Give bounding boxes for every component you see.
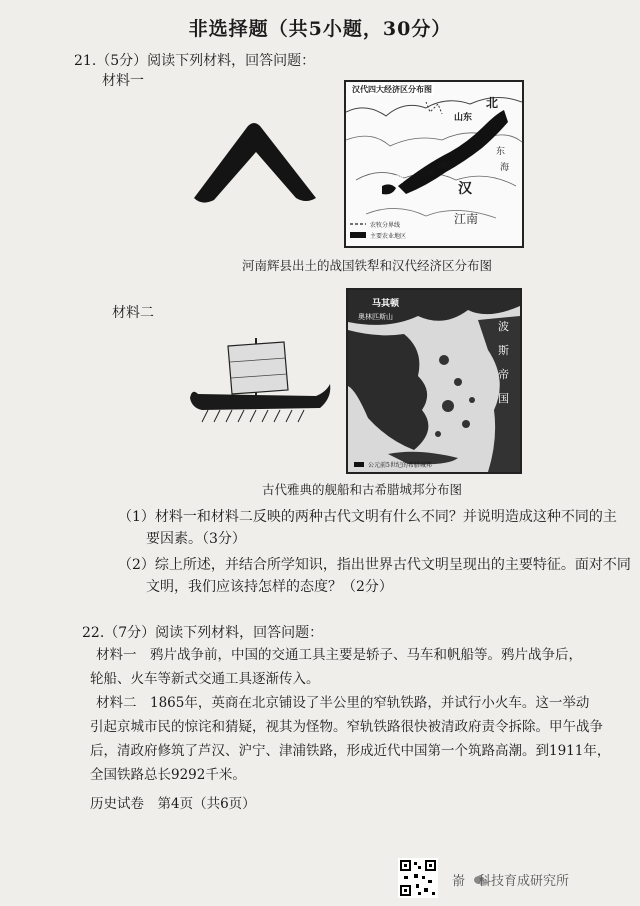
- q22-m2-line2: 引起京城市民的惊诧和猜疑，视其为怪物。窄轨铁路很快被清政府责令拆除。甲午战争: [90, 719, 603, 735]
- map2-legend: 公元前5世纪的希腊城邦: [368, 462, 432, 469]
- q21-sub2-line1: （2）综上所述，并结合所学知识，指出世界古代文明呈现出的主要特征。面对不同: [118, 557, 631, 573]
- iron-plough-image: [188, 118, 320, 208]
- athenian-ship-image: [184, 332, 334, 424]
- caption-2: 古代雅典的舰船和古希腊城邦分布图: [262, 482, 463, 497]
- map1-title: 汉代四大经济区分布图: [352, 84, 432, 94]
- qr-code-icon: [398, 858, 438, 898]
- map1-label: 洛阳: [438, 161, 452, 169]
- map2-label: 马其顿: [372, 299, 400, 309]
- q22-m2-line1: 材料二 1865年，英商在北京铺设了半公里的窄轨铁路，并试行小火车。这一举动: [96, 695, 590, 711]
- watermark-text: 嵛 科技育成研究所: [452, 874, 570, 889]
- map1-label: 东: [496, 147, 506, 157]
- q22-m2-line3: 后，清政府修筑了芦汉、沪宁、津浦铁路，形成近代中国第一个筑路高潮。到1911年，: [90, 743, 611, 759]
- q22-m2-line4: 全国铁路总长9292千米。: [90, 767, 246, 783]
- map1-label: 山西: [386, 175, 405, 185]
- map2-label: 奥林匹斯山: [358, 313, 393, 321]
- map1-label: 长安: [420, 169, 434, 177]
- q21-header: 21.（5分）阅读下列材料，回答问题：: [74, 53, 316, 69]
- map1-label: 海: [500, 163, 510, 173]
- map1-label: 北: [486, 96, 499, 110]
- page-footer: 历史试卷 第4页（共6页）: [90, 796, 256, 812]
- map2-label: 波: [498, 320, 509, 333]
- map1-label: 江南: [454, 212, 479, 226]
- caption-1: 河南辉县出土的战国铁犁和汉代经济区分布图: [242, 258, 493, 273]
- q21-material2-label: 材料二: [112, 305, 154, 321]
- q21-sub1-line1: （1）材料一和材料二反映的两种古代文明有什么不同？并说明造成这种不同的主: [118, 509, 617, 525]
- han-economic-map: [344, 80, 524, 248]
- q22-header: 22.（7分）阅读下列材料，回答问题：: [82, 625, 324, 641]
- map2-label: 帝: [498, 368, 509, 381]
- section-title: 非选择题（共5小题，30分）: [188, 18, 452, 40]
- q21-material1-label: 材料一: [102, 73, 144, 89]
- q21-sub1-line2: 要因素。（3分）: [146, 531, 246, 547]
- map1-label: 山东: [454, 113, 473, 123]
- map1-legend-line: 农牧分界线: [370, 222, 401, 229]
- q21-sub2-line2: 文明，我们应该持怎样的态度？（2分）: [146, 579, 393, 595]
- map1-legend-region: 主要农业地区: [370, 233, 407, 240]
- q22-m1-line1: 材料一 鸦片战争前，中国的交通工具主要是轿子、马车和帆船等。鸦片战争后，: [96, 647, 582, 663]
- map1-label: 汉: [458, 181, 472, 197]
- map2-label: 国: [498, 392, 509, 405]
- q22-m1-line2: 轮船、火车等新式交通工具逐渐传入。: [90, 671, 320, 687]
- greek-city-states-map: [346, 288, 522, 474]
- map2-label: 斯: [498, 344, 509, 357]
